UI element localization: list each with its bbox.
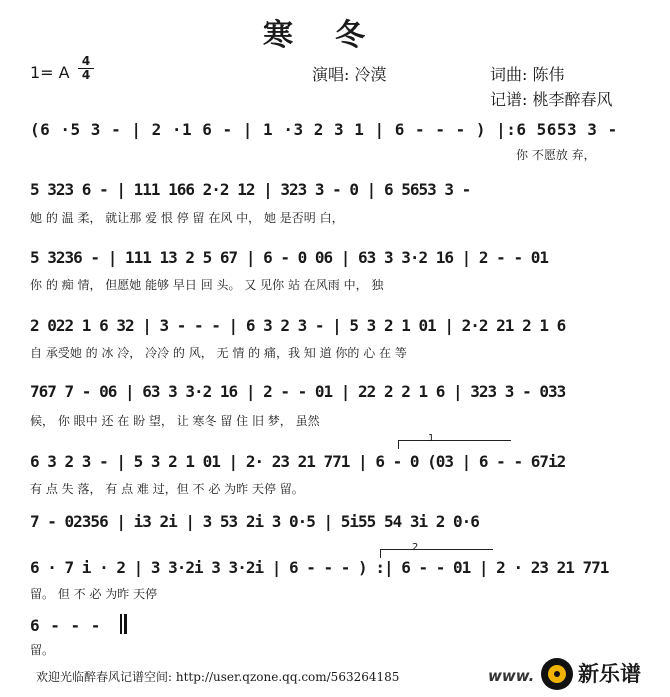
- staff-3-lyrics: 你 的 痴 情， 但愿她 能够 早日 回 头。 又 见你 站 在风雨 中， 独: [30, 278, 384, 292]
- final-barline-thin: [120, 614, 122, 634]
- volta-2-bracket: [380, 549, 493, 558]
- staff-8-lyrics: 留。 但 不 必 为昨 天停: [30, 587, 158, 601]
- staff-2-notes: 5 323 6 - | 111 166 2·2 12 | 323 3 - 0 | 6 5653 3 -: [30, 180, 471, 199]
- staff-4-notes: 2 022 1 6 32 | 3 - - - | 6 3 2 3 - | 5 3 2 1 01 | 2·2 21 2 1 6: [30, 316, 566, 335]
- staff-7-notes: 7 - 02356 | i3 2i | 3 53 2i 3 0·5 | 5i55 54 3i 2 0·6: [30, 512, 479, 531]
- staff-2-lyrics: 她 的 温 柔， 就让那 爱 恨 停 留 在风 中， 她 是否明 白，: [30, 211, 344, 225]
- footer-www: www.: [488, 667, 535, 685]
- staff-6-lyrics: 有 点 失 落， 有 点 难 过，但 不 必 为昨 天停 留。: [30, 482, 304, 496]
- staff-4-lyrics: 自 承受她 的 冰 冷， 冷冷 的 风， 无 情 的 痛，我 知 道 你的 心 在 等: [30, 346, 407, 360]
- staff-8-notes: 6 · 7 i · 2 | 3 3·2i 3 3·2i | 6 - - - ) :| 6 - - 01 | 2 · 23 21 771: [30, 558, 609, 577]
- music-disc-icon: [540, 657, 574, 691]
- staff-9-notes: 6 - - -: [30, 616, 101, 635]
- key-signature: 1= A: [30, 63, 70, 82]
- staff-5-lyrics: 候， 你 眼中 还 在 盼 望， 让 寒冬 留 住 旧 梦， 虽然: [30, 414, 320, 428]
- brand-logo-text: 新乐谱: [578, 662, 641, 686]
- volta-1-number: 1: [428, 433, 435, 444]
- staff-9-lyrics: 留。: [30, 643, 55, 657]
- volta-1-bracket: [398, 440, 511, 449]
- time-signature: [78, 55, 94, 82]
- staff-3-notes: 5 3236 - | 111 13 2 5 67 | 6 - 0 06 | 63 3 3·2 16 | 2 - - 01: [30, 248, 548, 267]
- singer-credit: 演唱: 冷漠: [312, 65, 387, 84]
- staff-1-lyrics: 你 不愿放 弃，: [516, 148, 596, 162]
- footer-credit: 欢迎光临醉春风记谱空间: http://user.qzone.qq.com/563264185: [36, 670, 400, 684]
- volta-2-number: 2: [412, 542, 419, 553]
- staff-1-notes: (6 ·5 3 - | 2 ·1 6 - | 1 ·3 2 3 1 | 6 - - - ) |:6 5653 3 -: [30, 120, 618, 139]
- meter-top: 4: [81, 54, 91, 68]
- transcriber-credit: 记谱: 桃李醉春风: [490, 90, 613, 109]
- meter-bottom: 4: [78, 68, 94, 82]
- final-barline-thick: [124, 614, 127, 634]
- song-title: 寒冬: [263, 18, 407, 53]
- staff-6-notes: 6 3 2 3 - | 5 3 2 1 01 | 2· 23 21 771 | 6 - 0 (03 | 6 - - 67i2: [30, 452, 566, 471]
- lyricist-composer-credit: 词曲: 陈伟: [490, 65, 565, 84]
- staff-5-notes: 767 7 - 06 | 63 3 3·2 16 | 2 - - 01 | 22 2 2 1 6 | 323 3 - 033: [30, 382, 566, 401]
